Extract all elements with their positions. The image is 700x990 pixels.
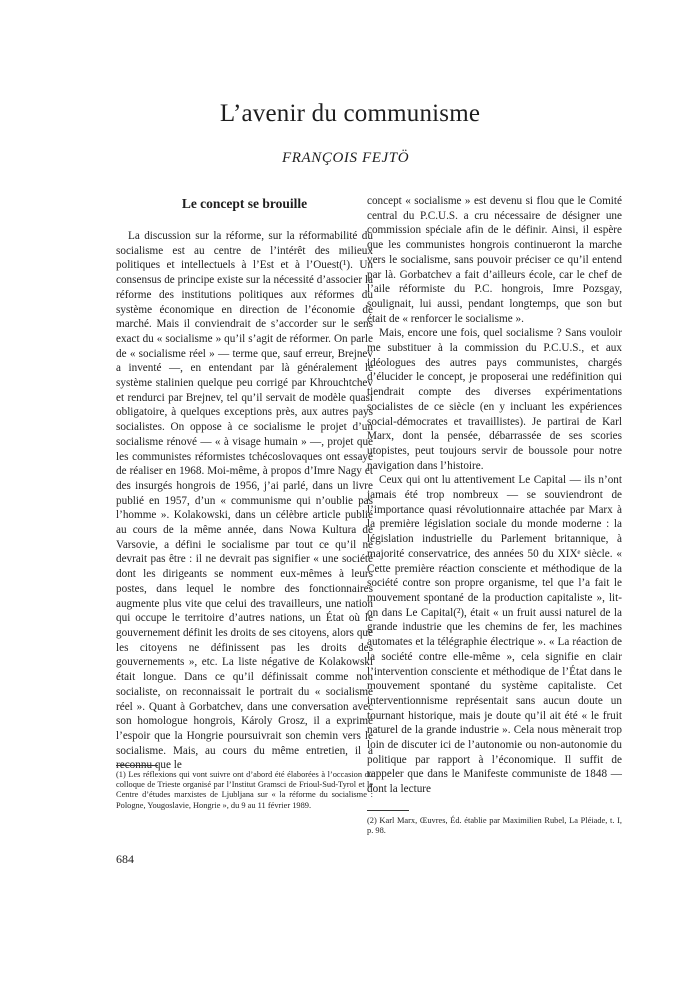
footnote-1: (1) Les réflexions qui vont suivre ont d’abord été élaborées à l’occasion du colloque de Trieste organisé par l’Institut Gramsci de Frioul-Sud-Tyrol et le Centre d’études marxistes de Ljubljana sur « la réforme du socialisme : Pologne, Yougoslavie, Hongrie », du 9 au 11 février 1989. xyxy=(116,770,373,810)
paragraph: concept « socialisme » est devenu si flou que le Comité central du P.C.U.S. a cru nécessaire de désigner une commission spéciale afin de le définir. Ainsi, il espère que les communistes hongrois continueront la marche vers le socialisme, sans pouvoir préciser ce qu’il entend par là. Gorbatchev a fait d’ailleurs école, car le chef de l’aile réformiste du P.C. hongrois, Imre Pozsgay, soulignait, lui aussi, pendant longtemps, que son but était de « renforcer le socialisme ». xyxy=(367,195,622,325)
page-number: 684 xyxy=(116,852,134,866)
author-name: FRANÇOIS FEJTÖ xyxy=(282,150,410,166)
footnote-2: (2) Karl Marx, Œuvres, Éd. établie par Maximilien Rubel, La Pléiade, t. I, p. 98. xyxy=(367,816,622,836)
paragraph: Ceux qui ont lu attentivement Le Capital — ils n’ont jamais été trop nombreux — se souviendront de l’importance quasi révolutionnaire attachée par Marx à la première législation sociale du monde moderne : la législation industrielle du Parlement britannique, à majorité conservatrice, des années 50 du XIXᵉ siècle. « Cette première réaction consciente et méthodique de la société contre son propre organisme, tel que l’a fait le mouvement spontané de la production capitaliste », lit-on dans Le Capital(²), était « un fruit aussi naturel de la grande industrie que les chemins de fer, les machines automates et la télégraphie électrique ». « La réaction de la société contre elle-même », cela signifie en clair l’intervention consciente et méthodique de l’État dans le mouvement spontané du système capitaliste. Cet interventionnisme représentait sans aucun doute un tournant historique, mais je doute qu’il ait été « le fruit naturel de la grande industrie ». Cela nous mènerait trop loin de discuter ici de l’autonomie ou non-autonomie du politique par rapport à l’économique. Il suffit de rappeler que dans le Manifeste communiste de 1848 — dont la lecture xyxy=(367,474,622,796)
article-title: L’avenir du communisme xyxy=(219,100,481,127)
section-title: Le concept se brouille xyxy=(181,196,308,211)
body-column-left xyxy=(116,229,373,773)
body-column-right xyxy=(367,194,622,797)
paragraph: Mais, encore une fois, quel socialisme ? Sans vouloir me substituer à la commission du P.C.U.S., et aux idéologues des autres pays communistes, chargés d’élucider le concept, je proposerai une redéfinition qui tiendrait compte des diverses expérimentations socialistes de ce siècle (en y incluant les expériences social-démocrates et travaillistes). Je partirai de Karl Marx, dont la pensée, débarrassée de ses scories utopistes, peut toujours servir de boussole pour notre navigation dans l’histoire. xyxy=(367,327,622,472)
footnote-divider xyxy=(116,765,158,766)
paragraph: La discussion sur la réforme, sur la réformabilité du socialisme est au centre de l’intérêt des milieux politiques et intellectuels à l’Est et à l’Ouest(¹). Un consensus de principe existe sur la nécessité d’associer la réforme des institutions politiques aux réformes du système économique en direction de l’économie de marché. Mais il conviendrait de s’accorder sur le sens exact du « socialisme » qu’il s’agit de réformer. On parle de « socialisme réel » — terme que, sauf erreur, Brejnev a inventé —, en entendant par là généralement le système stalinien quelque peu corrigé par Khrouchtchev et rendurci par Brejnev, tel qu’il servait de modèle quasi obligatoire, à quelques exceptions près, aux autres pays socialistes. On oppose à ce socialisme le projet d’un socialisme rénové — « à visage humain » —, projet que les communistes réformistes tchécoslovaques ont essayé de réaliser en 1968. Moi-même, à propos d’Imre Nagy et des insurgés hongrois de 1956, j’ai parlé, dans un livre publié en 1957, d’un « communisme qui n’oublie pas l’homme ». Kolakowski, dans un célèbre article publié au cours de la même année, dans Nowa Kultura de Varsovie, a défini le socialisme par tout ce qu’il ne devrait pas être : il ne devrait pas signifier « une société dont les dirigeants se nomment eux-mêmes à leurs postes, dans lequel le nombre des fonctionnaires augmente plus vite que celui des travailleurs, une nation qui occupe le territoire d’autres nations, un État où le gouvernement définit les droits de ses citoyens, alors que les citoyens ne définissent pas les droits des gouvernements », etc. La liste négative de Kolakowski était longue. Dans ce qu’il définissait comme non socialiste, on reconnaissait le portrait du « socialisme réel ». Quant à Gorbatchev, dans une conversation avec son homologue hongrois, Károly Grosz, il a exprimé l’espoir que la Hongrie poursuivrait son chemin vers le socialisme. Mais, au cours du même entretien, il a reconnu que le xyxy=(116,230,373,772)
footnote-divider xyxy=(367,810,409,811)
